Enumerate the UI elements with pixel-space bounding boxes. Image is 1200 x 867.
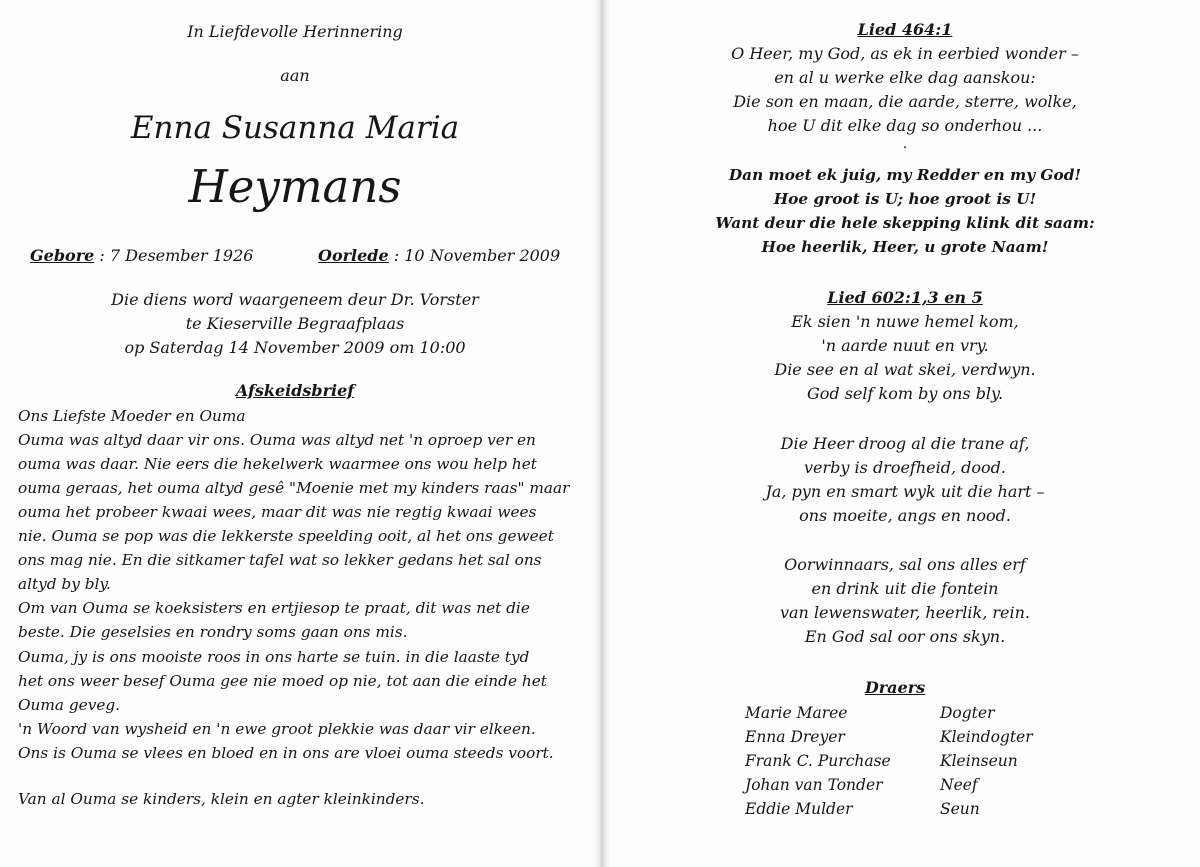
hymn2-line: 'n aarde nuut en vry. bbox=[821, 336, 989, 355]
hymn2-line: ons moeite, angs en nood. bbox=[799, 506, 1011, 525]
letter-line: Ons is Ouma se vlees en bloed en in ons are vloei ouma steeds voort. bbox=[18, 744, 554, 762]
bearer-name: Eddie Mulder bbox=[745, 800, 853, 818]
left-page bbox=[0, 0, 590, 867]
bearer-name: Johan van Tonder bbox=[745, 776, 883, 794]
bearers-title: Draers bbox=[864, 678, 926, 697]
letter-title: Afskeidsbrief bbox=[235, 381, 355, 400]
hymn2-line: Ek sien 'n nuwe hemel kom, bbox=[791, 312, 1019, 331]
hymn2-line: verby is droefheid, dood. bbox=[804, 458, 1006, 477]
hymn2-line: God self kom by ons bly. bbox=[806, 384, 1004, 403]
deceased-surname: Heymans bbox=[188, 160, 402, 213]
service-line: op Saterdag 14 November 2009 om 10:00 bbox=[124, 338, 466, 357]
letter-line: het ons weer besef Ouma gee nie moed op nie, tot aan die einde het bbox=[18, 672, 547, 690]
right-page bbox=[610, 0, 1200, 867]
letter-line: 'n Woord van wysheid en 'n ewe groot plekkie was daar vir elkeen. bbox=[18, 720, 536, 738]
born-label: Gebore bbox=[30, 246, 95, 265]
chorus-line: Hoe heerlik, Heer, u grote Naam! bbox=[761, 238, 1049, 256]
memorial-header: In Liefdevolle Herinnering bbox=[187, 22, 403, 41]
hymn2-line: van lewenswater, heerlik, rein. bbox=[779, 603, 1031, 622]
hymn1-line: en al u werke elke dag aanskou: bbox=[774, 68, 1036, 87]
hymn1-line: O Heer, my God, as ek in eerbied wonder – bbox=[731, 44, 1079, 63]
letter-line: Ons Liefste Moeder en Ouma bbox=[18, 407, 246, 425]
aan-text: aan bbox=[280, 66, 310, 85]
letter-line: Ouma geveg. bbox=[18, 696, 121, 714]
bearer-name: Frank C. Purchase bbox=[745, 752, 891, 770]
hymn1-line: hoe U dit elke dag so onderhou ... bbox=[767, 116, 1043, 135]
letter-line: Ouma, jy is ons mooiste roos in ons harte se tuin. in die laaste tyd bbox=[18, 648, 530, 666]
page-fold bbox=[594, 0, 610, 867]
hymn2-line: Ja, pyn en smart wyk uit die hart – bbox=[765, 482, 1045, 501]
service-line: Die diens word waargeneem deur Dr. Vorster bbox=[111, 290, 479, 309]
letter-line: Om van Ouma se koeksisters en ertjiesop te praat, dit was net die bbox=[18, 599, 530, 617]
hymn2-line: Oorwinnaars, sal ons alles erf bbox=[784, 555, 1026, 574]
hymn1-title: Lied 464:1 bbox=[857, 20, 953, 39]
letter-line: ouma geraas, het ouma altyd gesê "Moenie met my kinders raas" maar bbox=[18, 479, 570, 497]
deceased-first-names: Enna Susanna Maria bbox=[130, 110, 460, 146]
separator-dot: · bbox=[902, 140, 908, 156]
hymn2-line: Die see en al wat skei, verdwyn. bbox=[774, 360, 1036, 379]
hymn2-line: Die Heer droog al die trane af, bbox=[780, 434, 1030, 453]
bearer-name: Enna Dreyer bbox=[745, 728, 845, 746]
letter-line: altyd by bly. bbox=[18, 575, 111, 593]
chorus-line: Dan moet ek juig, my Redder en my God! bbox=[728, 166, 1082, 184]
hymn2-line: en drink uit die fontein bbox=[811, 579, 999, 598]
bearer-relation: Neef bbox=[940, 776, 978, 794]
died-date: : 10 November 2009 bbox=[393, 246, 561, 265]
died-label: Oorlede bbox=[318, 246, 389, 265]
born-date: : 7 Desember 1926 bbox=[99, 246, 254, 265]
service-line: te Kieserville Begraafplaas bbox=[185, 314, 405, 333]
bearer-relation: Dogter bbox=[940, 704, 995, 722]
hymn2-line: En God sal oor ons skyn. bbox=[804, 627, 1006, 646]
chorus-line: Hoe groot is U; hoe groot is U! bbox=[773, 190, 1037, 208]
bearer-relation: Kleinseun bbox=[940, 752, 1018, 770]
letter-signoff: Van al Ouma se kinders, klein en agter kleinkinders. bbox=[18, 790, 425, 808]
letter-line: ons mag nie. En die sitkamer tafel wat so lekker gedans het sal ons bbox=[18, 551, 542, 569]
letter-line: nie. Ouma se pop was die lekkerste speelding ooit, al het ons geweet bbox=[18, 527, 554, 545]
letter-line: Ouma was altyd daar vir ons. Ouma was altyd net 'n oproep ver en bbox=[18, 431, 536, 449]
letter-line: ouma het probeer kwaai wees, maar dit was nie regtig kwaai wees bbox=[18, 503, 537, 521]
letter-line: ouma was daar. Nie eers die hekelwerk waarmee ons wou help het bbox=[18, 455, 537, 473]
chorus-line: Want deur die hele skepping klink dit saam: bbox=[715, 214, 1095, 232]
born-line bbox=[30, 246, 253, 265]
bearer-name: Marie Maree bbox=[745, 704, 848, 722]
letter-line: beste. Die geselsies en rondry soms gaan ons mis. bbox=[18, 623, 408, 641]
died-line bbox=[318, 246, 560, 265]
hymn2-title: Lied 602:1,3 en 5 bbox=[827, 288, 983, 307]
bearer-relation: Seun bbox=[940, 800, 980, 818]
hymn1-line: Die son en maan, die aarde, sterre, wolke, bbox=[733, 92, 1077, 111]
bearer-relation: Kleindogter bbox=[940, 728, 1033, 746]
